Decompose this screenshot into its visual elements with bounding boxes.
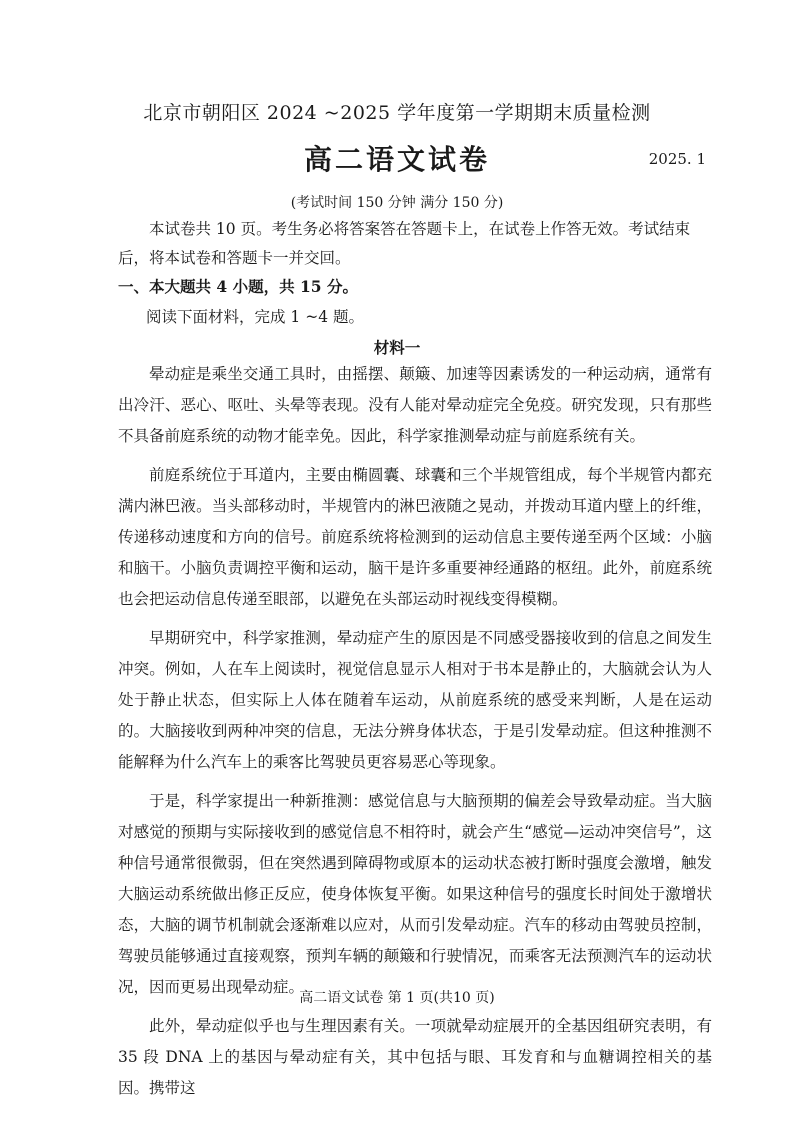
paragraph: 此外，晕动症似乎也与生理因素有关。一项就晕动症展开的全基因组研究表明，有 35 段 DNA 上的基因与晕动症有关，其中包括与眼、耳发育和与血糖调控相关的基因。携带这 [118, 1017, 712, 1097]
material-title: 材料一 [373, 338, 421, 357]
exam-date: 2025. 1 [648, 150, 706, 168]
paragraph: 晕动症是乘坐交通工具时，由摇摆、颠簸、加速等因素诱发的一种运动病，通常有出冷汗、恶心、呕吐、头晕等表现。没有人能对晕动症完全免疫。研究发现，只有那些不具备前庭系统的动物才能幸免。因此，科学家推测晕动症与前庭系统有关。 [118, 365, 712, 445]
exam-organization: 北京市朝阳区 2024 ~2025 学年度第一学期期末质量检测 [143, 102, 651, 124]
exam-title: 高二语文试卷 [303, 143, 490, 176]
exam-time-limit: (考试时间 150 分钟 满分 150 分) [290, 195, 504, 211]
section-heading: 一、本大题共 4 小题，共 15 分。 [118, 277, 358, 296]
reading-instruction: 阅读下面材料，完成 1 ~4 题。 [146, 308, 364, 326]
page-footer: 高二语文试卷 第 1 页(共10 页) [299, 990, 495, 1006]
paragraph: 前庭系统位于耳道内，主要由椭圆囊、球囊和三个半规管组成，每个半规管内都充满内淋巴液。当头部移动时，半规管内的淋巴液随之晃动，并拨动耳道内壁上的纤维，传递移动速度和方向的信号。前庭系统将检测到的运动信息主要传递至两个区域：小脑和脑干。小脑负责调控平衡和运动，脑干是许多重要神经通路的枢纽。此外，前庭系统也会把运动信息传递至眼部，以避免在头部运动时视线变得模糊。 [118, 466, 712, 608]
paragraph: 于是，科学家提出一种新推测：感觉信息与大脑预期的偏差会导致晕动症。当大脑对感觉的预期与实际接收到的感觉信息不相符时，就会产生“感觉—运动冲突信号”，这种信号通常很微弱，但在突然遇到障碍物或原本的运动状态被打断时强度会激增，触发大脑运动系统做出修正反应，使身体恢复平衡。如果这种信号的强度长时间处于激增状态，大脑的调节机制就会逐渐难以应对，从而引发晕动症。汽车的移动由驾驶员控制，驾驶员能够通过直接观察，预判车辆的颠簸和行驶情况，而乘客无法预测汽车的运动状况，因而更易出现晕动症。 [118, 792, 712, 996]
paragraph: 早期研究中，科学家推测，晕动症产生的原因是不同感受器接收到的信息之间发生冲突。例如，人在车上阅读时，视觉信息显示人相对于书本是静止的，大脑就会认为人处于静止状态，但实际上人体在随着车运动，从前庭系统的感受来判断，人是在运动的。大脑接收到两种冲突的信息，无法分辨身体状态，于是引发晕动症。但这种推测不能解释为什么汽车上的乘客比驾驶员更容易恶心等现象。 [118, 629, 712, 771]
exam-instructions: 本试卷共 10 页。考生务必将答案答在答题卡上，在试卷上作答无效。考试结束后，将本试卷和答题卡一并交回。 [118, 220, 691, 267]
